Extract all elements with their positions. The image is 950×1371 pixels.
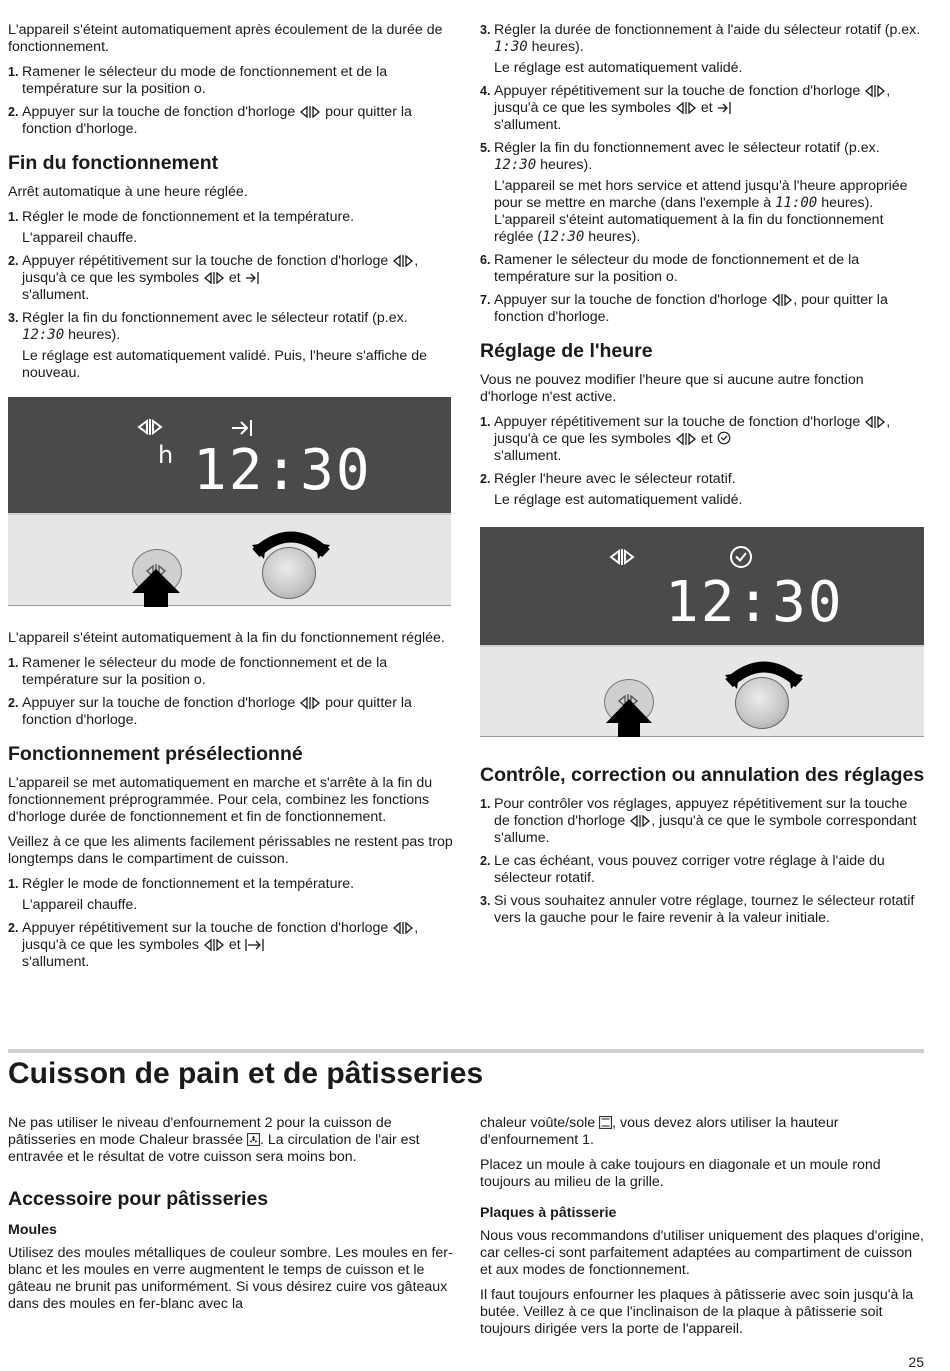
rotate-arrow-icon — [252, 523, 330, 559]
clock-function-icon — [864, 416, 886, 428]
time-value: 1:30 — [494, 39, 528, 55]
list-item: 2. Appuyer répétitivement sur la touche de fonction d'horloge , jusqu'à ce que les symboles et s'allument. — [8, 253, 419, 303]
clock-function-icon — [392, 922, 414, 934]
chapter-intro: Ne pas utiliser le niveau d'enfournement 2 pour la cuisson de pâtisseries en mode Chaleur brassée . La circulation de l'air est entravée et le résultat de votre cuisson sera moins bon. — [8, 1115, 420, 1165]
fin-intro: Arrêt automatique à une heure réglée. — [8, 184, 248, 200]
list-item: 2. Régler l'heure avec le sélecteur rotatif. Le réglage est automatiquement validé. — [480, 471, 743, 508]
subsection-title-plaques: Plaques à pâtisserie — [480, 1205, 617, 1221]
clock-function-icon — [771, 294, 793, 306]
clock-icon — [717, 431, 731, 445]
list-item: 1. Ramener le sélecteur du mode de fonctionnement et de la température sur la position o. — [8, 655, 388, 688]
list-item: 2. Appuyer répétitivement sur la touche de fonction d'horloge , jusqu'à ce que les symboles et s'allument. — [8, 920, 419, 970]
section-title-controle: Contrôle, correction ou annulation des réglages — [480, 764, 925, 786]
clock-function-icon — [675, 102, 697, 114]
chapter-right-p1: chaleur voûte/sole , vous devez alors utiliser la hauteur d'enfournement 1. — [480, 1115, 839, 1148]
right-column-top — [480, 22, 925, 515]
display-time: 12:30 — [665, 570, 844, 635]
list-item: 1. Régler le mode de fonctionnement et la température. L'appareil chauffe. — [8, 876, 355, 913]
chapter-right-p2: Placez un moule à cake toujours en diagonale et un moule rond toujours au milieu de la grille. — [480, 1157, 881, 1190]
chapter-right-column — [480, 1115, 925, 1346]
page-number: 25 — [908, 1354, 924, 1370]
time-value: 12:30 — [494, 157, 537, 173]
end-time-icon — [717, 102, 731, 114]
list-item: 5. Régler la fin du fonctionnement avec le sélecteur rotatif (p.ex. 12:30 heures). L'appareil se met hors service et attend jusqu'à l'heure appropriée pour se mettre en marche (dans l'exemple à 11:00 heures). L'appareil s'éteint automatiquement à la fin du fonctionnement réglée (12:30 heures). — [480, 140, 908, 245]
control-base — [480, 647, 924, 737]
preselect-steps — [8, 876, 453, 971]
clock-icon — [729, 545, 753, 569]
list-item: 4. Appuyer répétitivement sur la touche de fonction d'horloge , jusqu'à ce que les symboles et s'allument. — [480, 83, 891, 133]
subsection-title-moules: Moules — [8, 1222, 57, 1238]
list-item: 1. Ramener le sélecteur du mode de fonctionnement et de la température sur la position o. — [8, 64, 388, 97]
clock-function-icon — [675, 433, 697, 445]
intro-text: L'appareil s'éteint automatiquement après écoulement de la durée de fonctionnement. — [8, 22, 443, 55]
left-column-bottom — [8, 630, 453, 977]
chapter-divider — [8, 1049, 924, 1053]
clock-function-icon — [136, 419, 164, 435]
clock-function-icon — [392, 255, 414, 267]
list-item: 6. Ramener le sélecteur du mode de fonctionnement et de la température sur la position o. — [480, 252, 860, 285]
time-value: 11:00 — [775, 195, 818, 211]
time-value: 12:30 — [22, 327, 65, 343]
hours-symbol: h — [158, 441, 174, 469]
press-arrow-icon — [132, 569, 180, 607]
end-time-icon — [245, 272, 259, 284]
clock-function-icon — [299, 697, 321, 709]
left-column-top — [8, 22, 453, 388]
top-bottom-heat-icon — [599, 1116, 612, 1129]
section-title-accessoire: Accessoire pour pâtisseries — [8, 1188, 269, 1210]
preselect-p1: L'appareil se met automatiquement en marche et s'arrête à la fin du fonctionnement préprogrammée. Pour cela, combinez les fonctions d'horloge durée de fonctionnement et fin de fonctionnement. — [8, 775, 433, 825]
right-steps — [480, 22, 925, 326]
press-arrow-icon — [606, 699, 652, 737]
list-item: 3. Si vous souhaitez annuler votre réglage, tournez le sélecteur rotatif vers la gauche pour le faire revenir à la valeur initiale. — [480, 893, 915, 926]
controle-steps — [480, 796, 925, 927]
clock-function-icon — [299, 106, 321, 118]
moules-text: Utilisez des moules métalliques de couleur sombre. Les moules en fer-blanc et les moules en verre augmentent le temps de cuisson et le gâteau ne brunit pas uniformément. Si vous désirez cuire vos gâteaux dans des moules en fer-blanc avec la — [8, 1245, 453, 1312]
list-item: 1. Appuyer répétitivement sur la touche de fonction d'horloge , jusqu'à ce que les symboles et s'allument. — [480, 414, 891, 464]
plaques-text-1: Nous vous recommandons d'utiliser uniquement des plaques d'origine, car celles-ci sont parfaitement adaptées au compartiment de cuisson et aux modes de fonctionnement. — [480, 1228, 924, 1278]
reglage-steps — [480, 414, 925, 509]
reglage-intro: Vous ne pouvez modifier l'heure que si aucune autre fonction d'horloge n'est active. — [480, 372, 864, 405]
section-title-fin: Fin du fonctionnement — [8, 152, 219, 174]
list-item: 1. Régler le mode de fonctionnement et la température. L'appareil chauffe. — [8, 209, 355, 246]
right-column-bottom — [480, 750, 925, 933]
preselect-p2: Veillez à ce que les aliments facilement périssables ne restent pas trop longtemps dans le compartiment de cuisson. — [8, 834, 453, 867]
list-item: 2. Appuyer sur la touche de fonction d'horloge pour quitter la fonction d'horloge. — [8, 104, 412, 137]
display-panel-clock — [480, 527, 924, 737]
display-time: 12:30 — [193, 438, 372, 503]
list-item: 7. Appuyer sur la touche de fonction d'horloge , pour quitter la fonction d'horloge. — [480, 292, 888, 325]
list-item: 3. Régler la durée de fonctionnement à l'aide du sélecteur rotatif (p.ex. 1:30 heures). Le réglage est automatiquement validé. — [480, 22, 921, 76]
fan-heat-icon — [247, 1133, 260, 1146]
clock-function-icon — [608, 549, 636, 565]
list-item: 2. Le cas échéant, vous pouvez corriger votre réglage à l'aide du sélecteur rotatif. — [480, 853, 885, 886]
clock-function-icon — [629, 815, 651, 827]
section-title-preselect: Fonctionnement présélectionné — [8, 743, 303, 765]
control-base — [8, 515, 451, 606]
fin-steps — [8, 209, 453, 382]
section-title-reglage: Réglage de l'heure — [480, 340, 653, 362]
display-panel-end-time — [8, 397, 451, 606]
clock-function-icon — [203, 272, 225, 284]
list-item: 1. Pour contrôler vos réglages, appuyez répétitivement sur la touche de fonction d'horloge , jusqu'à ce que le symbole correspondant s'allume. — [480, 796, 917, 846]
list-item: 3. Régler la fin du fonctionnement avec le sélecteur rotatif (p.ex. 12:30 heures). Le réglage est automatiquement validé. Puis, l'heure s'affiche de nouveau. — [8, 310, 428, 381]
after-panel-steps — [8, 655, 453, 729]
plaques-text-2: Il faut toujours enfourner les plaques à pâtisserie avec soin jusqu'à la butée. Veillez à ce que l'inclinaison de la plaque à pâtisserie soit toujours dirigée vers la porte de l'appareil. — [480, 1287, 914, 1337]
chapter-left-column — [8, 1115, 453, 1321]
chapter-title: Cuisson de pain et de pâtisseries — [8, 1057, 484, 1090]
duration-icon — [245, 939, 265, 951]
clock-function-icon — [864, 85, 886, 97]
time-value: 12:30 — [542, 229, 585, 245]
rotate-arrow-icon — [725, 653, 803, 689]
clock-function-icon — [203, 939, 225, 951]
end-time-icon — [230, 419, 254, 437]
steps-list — [8, 64, 453, 138]
after-panel-intro: L'appareil s'éteint automatiquement à la fin du fonctionnement réglée. — [8, 630, 445, 646]
list-item: 2. Appuyer sur la touche de fonction d'horloge pour quitter la fonction d'horloge. — [8, 695, 412, 728]
